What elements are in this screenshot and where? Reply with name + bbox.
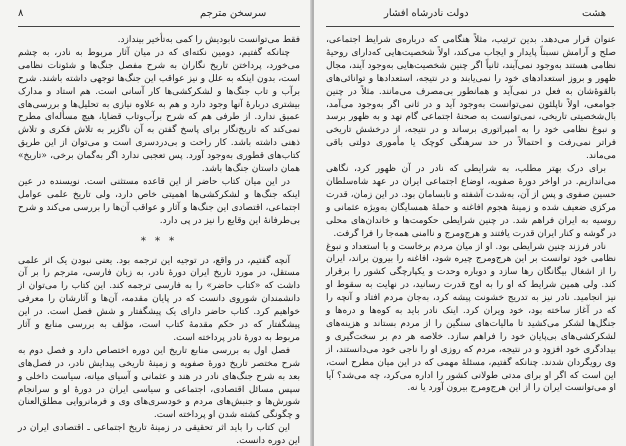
left-paragraph-4: آنچه گفتیم، در واقع، در توجیه این ترجمه بود. یعنی نبودن یک اثر علمی مستقل، در مورد تاریخ ایران دورهٔ نادر، به زبان فارسی، مترجم را بر آن داشت که «کتاب حاضر» را به فارسی ترجمه کند. این کتاب را می‌توان از دانشمندان شوروی دانست که در پایان مقدمه، آن‌ها و آثارشان را معرفی خواهیم کرد. کتاب حاضر دارای یک پیشگفتار و شش فصل است. در این پیشگفتار که در حکم مقدمهٔ کتاب است، مؤلف به بررسی منابع و آثار مربوط به دورهٔ نادر پرداخته است. [18,255,300,343]
left-body-text [18,34,300,446]
right-page [314,0,626,446]
left-running-title: سرسخن مترجم [200,8,267,19]
left-paragraph-3: در این میان کتاب حاضر از این قاعده مستثنی است. نویسنده در عین اینکه جنگ‌ها و لشکرکشی‌ها اهمیتی خاص دارد، ولی تاریخ علمی عوامل اجتماعی، اقتصادی این جنگ‌ها و آثار و عواقب آن‌ها را بررسی می‌کند و شرح بی‌طرفانهٔ این وقایع را نیز در پی دارد. [18,176,300,226]
left-header-rule [18,26,300,27]
left-page-number: ۸ [18,8,24,19]
section-separator: * * * [140,235,178,247]
right-paragraph-1: عنوان قرار می‌دهد. بدین ترتیب، مثلاً هنگامی که درباره‌ی شرایط اجتماعی، صلح و آرامش نسبتاً پایدار و ایجاب می‌کند، اولاً شخصیت‌هایی که‌دارای روحیهٔ نظامی هستند به‌وجود نمی‌آیند، ثانیاً اگر چنین شخصیت‌هایی به‌وجود آیند، مجال ظهور و بروز استعدادهای خود را نمی‌یابند و در نتیجه، استعدادها و توانائی‌های بالقوهٔ‌شان به فعل در نمی‌آید و همانطور بی‌مصرف می‌مانند. مثلاً در چنین جوامعی، اولاً ناپلئون نمی‌توانست به‌وجود آید و در ثانی اگر به‌وجود می‌آمد، بال‌شخصیتی تاریخی، نمی‌توانست به صحنهٔ اجتماعی گام نهد و به ظهور برسد و نبوغ نظامی خود را به امپراتوری برساند و در نتیجه، از درخشش تاریخی فراتر نمی‌رفت و احتمالاً در حد سرهنگی کوچک یا مأموری دولتی باقی می‌ماند. [326,35,616,162]
right-page-number: هشت [582,8,607,19]
right-page-header [314,8,626,24]
right-running-title: دولت نادرشاه افشار [384,8,469,19]
left-paragraph-1: فقط می‌توانست نابودیش را کمی به‌تأخیر بیندازد. [117,35,300,45]
left-paragraph-6: این کتاب را باید اثر تحقیقی در زمینهٔ تاریخ اجتماعی ـ اقتصادی ایران در این دوره دانست. [18,423,300,446]
left-paragraph-2: چنانکه گفتیم، دومین نکته‌ای که در میان آثار مربوط به نادر، به چشم می‌خورد، پرداختن تاریخ نگاران به شرح مفصل جنگ‌ها و شئونات نظامی است، بدون اینکه به علل و نیز عواقب این جنگ‌ها توجهی داشته باشند. شرح برآب و تاب جنگ‌ها و لشکرکشی‌ها کار آسانی است. هم استاد و مدارک بیشتری دربارهٔ آنها وجود دارد و هم به علاوه نیازی به تحلیل‌ها و بررسی‌های عمیق ندارد. از طرفی هم که شرح برآب‌وتاب قضایا، هیچ مسأله‌ای مطرح نمی‌کند که تاریخ‌نگار برای پاسخ گفتن به آن ناگزیر به تلاش فکری و تلاش ذهنی داشته باشد. کار راحت و بی‌دردسری است و می‌توان از این طریق کتاب‌های قطوری به‌وجود آورد. پس تعجبی ندارد اگر به‌گمان برخی، «تاریخ» همان داستان جنگ‌ها باشد. [18,47,300,175]
right-paragraph-3: نادر فرزند چنین شرایطی بود. او از میان مردم برخاست و با استعداد و نبوغ نظامی خود توانست بر این هرج‌ومرج چیره شود، افاغنه را بیرون براند، ایران را از اشغال بیگانگان رها سازد و دوباره وحدت و یکپارچگی کشور را برقرار کند. ولی همین شرایط که او را به اوج قدرت رسانید، در نهایت به سقوط او نیز انجامید. نادر نیز به تدریج خشونت پیشه کرد، به‌جان مردم افتاد و آنچه را که در آغاز ساخته بود، خود ویران کرد. اینک نادر باید به کوه‌ها و دره‌ها و جنگل‌ها لشکر می‌کشید تا مالیات‌های سنگین را از مردم بستاند و هزینه‌های لشکرکشی‌های بی‌پایان خود را فراهم سازد. خلاصه هر دم بر سخت‌گیری و بیدادگری خود افزود و در نتیجه، مردم که روزی او را ناجی خود می‌دانستند، از وی رویگردان شدند. چنانکه گفتیم، مسئلهٔ مهمی که در این میان مطرح است، این است که اگر او برای مدتی طولانی کشور را اداره می‌کرد، چه می‌شد؟ آیا او می‌توانست ایران را از این هرج‌ومرج بیرون آورد یا نه. [326,241,616,394]
right-paragraph-2: برای درک بهتر مطلب، به شرایطی که نادر در آن ظهور کرد، نگاهی می‌اندازیم. در اواخر دورهٔ صفویه، اوضاع اجتماعی ایران در عهد شاه‌سلطان حسین صفوی و پس از آن، به‌شدت آشفته و نابسامان بود. در این زمان، قدرت مرکزی ضعیف شده و زمینهٔ هجوم افاغنه و حملهٔ همسایگان به‌ویژه عثمانی و روسیه به ایران فراهم شد. در چنین شرایطی حکومت‌ها و خاندان‌های محلی در گوشه و کنار ایران قدرت یافتند و هرج‌ومرج و ناامنی همه‌جا را فرا گرفت. [326,164,616,239]
right-body-text [326,34,616,395]
right-header-rule [326,26,614,27]
left-page [0,0,312,446]
left-page-header [0,8,312,24]
left-paragraph-5: فصل اول به بررسی منابع تاریخ این دوره اختصاص دارد و فصل دوم به شرح مختصر تاریخ دورهٔ صفویه و زمینهٔ تاریخی پیدایش نادر، در فصل‌های بعد به شرح جنگ‌های نادر در هند و عثمانی و آسیای میانه، سیاست داخلی و سپس مسائل اقتصادی، اجتماعی و سیاسی ایران در دورهٔ او و سرانجام شورش‌ها و جنبش‌های مردم و خودسری‌های وی و فرمانروایی مطلق‌العنان و چگونگی کشته شدن او پرداخته است. [18,345,300,421]
